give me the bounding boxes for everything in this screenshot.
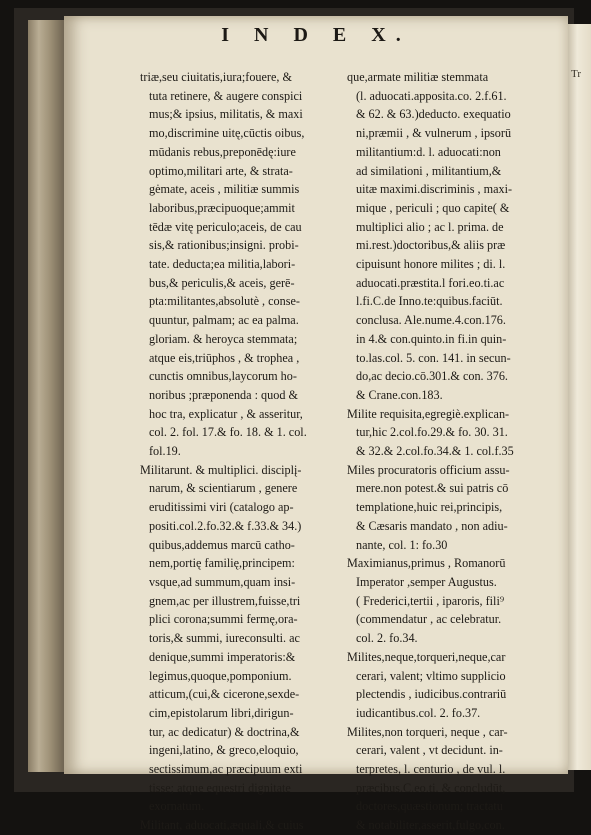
right-column-line: nante, col. 1: fo.30 — [356, 537, 448, 552]
left-column-line: quibus,addemus marcū catho- — [149, 537, 295, 552]
facing-page-margin-text: Tr — [571, 68, 581, 80]
left-column-line: nem,portię familię,principem: — [149, 556, 295, 571]
left-column-line: narum, & scientiarum , genere — [149, 481, 298, 496]
facing-page-edge — [568, 24, 591, 770]
left-column-line: gnem,ac per illustrem,fuisse,tri — [149, 593, 301, 608]
left-column-line: sis,& rationibus;insigni. probi- — [149, 238, 299, 253]
right-column-line: ni,præmii , & vulnerum , ipsorū — [356, 126, 512, 141]
left-column-line: plici corona;summi fermę,ora- — [149, 612, 298, 627]
right-text-column — [347, 68, 543, 835]
right-column-line: Milites,non torqueri, neque , car- — [347, 724, 508, 739]
left-column-line: gėmate, aceis , militiæ summis — [149, 182, 300, 197]
right-column-line: & Cæsaris mandato , non adiu- — [356, 518, 508, 533]
right-column-line: do,ac decio.cō.301.& con. 376. — [356, 369, 508, 384]
left-column-line: ingeni,latino, & greco,eloquio, — [149, 743, 299, 758]
left-column-line: atticum,(cui,& cicerone,sexde- — [149, 687, 300, 702]
right-column-line: terpretes, l. centurio , de vul. l. — [356, 762, 506, 777]
left-column-line: toris,& summi, iureconsulti. ac — [149, 631, 300, 646]
left-column-line: cim,epistolarum libri,dirigun- — [149, 705, 294, 720]
left-column-line: fol.19. — [149, 444, 181, 459]
right-column-line: mi.rest.)doctoribus,& aliis præ — [356, 238, 506, 253]
right-column-line: (commendatur , ac celebratur. — [356, 612, 502, 627]
right-column-line: mique , periculi ; quo capite( & — [356, 200, 510, 215]
left-column-line: vsque,ad summum,quam insi- — [149, 574, 296, 589]
right-column-line: Milite requisita,egregiè.explican- — [347, 406, 510, 421]
left-column-line: hoc tra, explicatur , & asseritur, — [149, 406, 303, 421]
book-spine-edge — [28, 20, 65, 772]
right-column-line: doctores,quæstionum; tractatu — [356, 799, 503, 814]
right-column-line: ad similationi , militantium,& — [356, 163, 502, 178]
right-column-line: plectendis , iudicibus.contrariū — [356, 687, 507, 702]
right-column-line: col. 2. fo.34. — [356, 631, 418, 646]
left-column-line: Militarunt. & multiplici. disciplį- — [140, 462, 302, 477]
right-column-line: iudicantibus.col. 2. fo.37. — [356, 705, 481, 720]
right-column-line: & Crane.con.183. — [356, 387, 443, 402]
left-column-line: mus;& ipsius, militatis, & maxi — [149, 107, 303, 122]
left-column-line: atque eis,triūphos , & trophea , — [149, 350, 300, 365]
right-column-line: Imperator ,semper Augustus. — [356, 574, 497, 589]
left-column-line: legimus,quoque,pomponium. — [149, 668, 292, 683]
left-column-line: gloriam. & heroyca stemmata; — [149, 331, 298, 346]
left-column-line: triæ,seu ciuitatis,iura;fouere, & — [140, 70, 292, 84]
running-header: I N D E X. — [221, 24, 411, 46]
left-column-line: col. 2. fol. 17.& fo. 18. & 1. col. — [149, 425, 307, 440]
right-column-line: que,armate militiæ stemmata — [347, 70, 489, 84]
left-column-line: quuntur, palmam; ac ea palma. — [149, 313, 299, 328]
left-text-column — [140, 68, 336, 835]
right-column-line: Milites,neque,torqueri,neque,car — [347, 649, 506, 664]
right-column-line: in 4.& con.quinto.in fi.in quin- — [356, 331, 507, 346]
left-column-line: tate. deducta;ea militia,labori- — [149, 257, 296, 272]
right-column-line: militantium:d. l. aduocati:non — [356, 144, 501, 159]
right-column-line: templatione,huic rei,principis, — [356, 500, 503, 515]
left-column-line: positi.col.2.fo.32.& f.33.& 34.) — [149, 518, 302, 533]
right-column-line: & 32.& 2.col.fo.34.& 1. col.f.35 — [356, 444, 514, 459]
right-column-line: mere.non potest.& sui patris cō — [356, 481, 509, 496]
right-column-line: ( Frederici,tertii , iparoris, fili⁹ — [356, 593, 505, 608]
right-column-line: cerari, valent; vltimo supplicio — [356, 668, 506, 683]
right-column-line: aduocati.præstita.l fori.eo.ti.ac — [356, 275, 505, 290]
left-column-line: bus,& periculis,& aceis, gerē- — [149, 275, 295, 290]
left-column-line: exornatum. — [149, 799, 205, 814]
right-column-line: tur,hic 2.col.fo.29.& fo. 30. 31. — [356, 425, 508, 440]
right-column-line: præcibus.C.eo.ti. & concludūt, — [356, 780, 506, 795]
left-column-line: eruditissimi viri (catalogo ap- — [149, 500, 294, 515]
left-column-line: tuta retinere, & augere conspici — [149, 88, 303, 103]
right-column-line: Maximianus,primus , Romanorū — [347, 556, 506, 571]
right-column-line: cipuisunt honore milites ; di. l. — [356, 257, 506, 272]
left-column-line: tēdæ vitę periculo;aceis, de cau — [149, 219, 302, 234]
right-column-line: l.fi.C.de Inno.te:quibus.faciūt. — [356, 294, 503, 309]
left-column-line: tisse; atque equestri dignitate — [149, 780, 291, 795]
right-column-line: multiplici alio ; ac l. prima. de — [356, 219, 504, 234]
left-column-line: denique,summi imperatoris:& — [149, 649, 296, 664]
right-column-line: & notabiliter,asserit,fulgo,con. — [356, 818, 505, 833]
right-column-line: & 62. & 63.)deducto. exequatio — [356, 107, 511, 122]
right-column-line: conclusa. Ale.nume.4.con.176. — [356, 313, 506, 328]
left-column-line: mūdanis rebus,preponēdę:iure — [149, 144, 296, 159]
left-column-line: cunctis omnibus,laycorum ho- — [149, 369, 297, 384]
left-column-line: sectissimum,ac præcipuum exti — [149, 762, 303, 777]
left-column-line: pta:militantes,absolutè , conse- — [149, 294, 300, 309]
right-column-line: to.las.col. 5. con. 141. in secun- — [356, 350, 511, 365]
right-column-line: uitæ maximi.discriminis , maxi- — [356, 182, 513, 197]
left-column-line: Militant, aduocati,æquali,& cuius — [140, 818, 304, 833]
right-column-line: Miles procuratoris officium assu- — [347, 462, 510, 477]
left-column-line: laboribus,præcipuoque;ammit — [149, 200, 295, 215]
right-column-line: cerari, valent , vt decidunt. in- — [356, 743, 503, 758]
left-column-line: mo,discrimine uitę,cūctis oibus, — [149, 126, 305, 141]
left-column-line: tur, ac dedicatur) & doctrina,& — [149, 724, 300, 739]
left-column-line: noribus ;præponenda : quod & — [149, 387, 298, 402]
left-column-line: optimo,militari arte, & strata- — [149, 163, 293, 178]
right-column-line: (l. aduocati.apposita.co. 2.f.61. — [356, 88, 507, 103]
